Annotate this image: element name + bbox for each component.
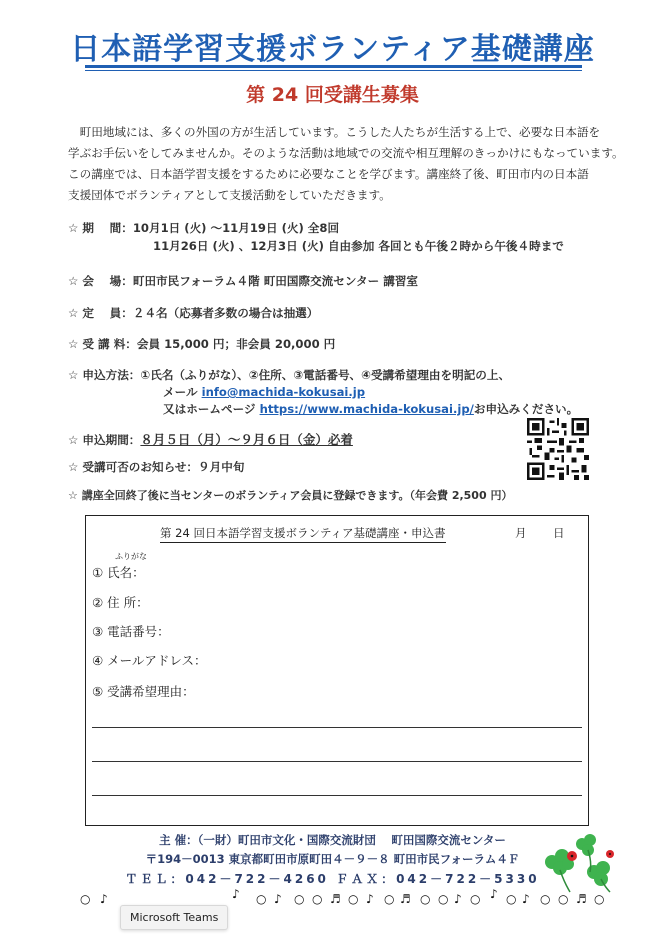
note-decoration: ○ — [294, 892, 305, 906]
venue-row — [68, 273, 418, 289]
fee-value: 会員 15,000 円；非会員 20,000 円 — [136, 337, 336, 351]
form-field-name: ① 氏名： — [92, 565, 145, 580]
fee-row — [68, 336, 335, 352]
registration-note: ☆ 講座全回終了後に当センターのボランティア会員に登録できます。（年会費 2,500 円） — [68, 489, 513, 502]
footer-contact: ＴＥＬ：042－722－4260 ＦＡＸ：042－722－5330 — [125, 872, 540, 886]
note-decoration: ○ — [470, 892, 481, 906]
note-decoration: ○ — [420, 892, 431, 906]
website-link[interactable]: https://www.machida-kokusai.jp/ — [259, 402, 474, 416]
furigana-label: ふりがな — [115, 552, 147, 561]
note-decoration: ○ — [80, 892, 91, 906]
note-decoration: ○ — [506, 892, 517, 906]
apply-line1: ①氏名（ふりがな）、②住所、③電話番号、④受講希望理由を明記の上、 — [140, 368, 511, 382]
form-field-phone: ③ 電話番号： — [92, 624, 170, 639]
apply-mail-row — [163, 384, 365, 400]
form-title: 第 24 回日本語学習支援ボランティア基礎講座・申込書 — [160, 525, 446, 543]
intro-line: 町田地域には、多くの外国の方が生活しています。こうした人たちが生活する上で、必要な日本語を — [68, 125, 601, 139]
venue-label: ☆ 会 場： — [68, 274, 133, 288]
note-decoration: ○ — [348, 892, 359, 906]
note-decoration: ♪ — [366, 892, 374, 906]
form-field-reason: ⑤ 受講希望理由： — [92, 684, 195, 699]
note-decoration: ○ — [384, 892, 395, 906]
footer-organizer: 主 催：（一財）町田市文化・国際交流財団 町田国際交流センター — [159, 833, 506, 847]
reason-line — [92, 727, 582, 728]
note-decoration: ○ — [558, 892, 569, 906]
note-decoration: ♪ — [232, 887, 240, 901]
note-decoration: ○ — [594, 892, 605, 906]
capacity-label: ☆ 定 員： — [68, 306, 133, 320]
qr-code[interactable] — [527, 418, 589, 480]
note-decoration: ♪ — [454, 892, 462, 906]
apply-label: ☆ 申込方法： — [68, 368, 141, 382]
form-field-address: ② 住 所： — [92, 595, 149, 610]
deadline-row — [68, 430, 353, 448]
note-decoration: ♬ — [400, 892, 411, 906]
taskbar-tooltip: Microsoft Teams — [120, 905, 228, 930]
capacity-value: ２４名（応募者多数の場合は抽選） — [132, 306, 319, 320]
note-decoration: ○ — [312, 892, 323, 906]
deadline-label: ☆ 申込期間： — [68, 433, 141, 447]
apply-web-suffix: お申込みください。 — [473, 402, 579, 416]
reason-line — [92, 795, 582, 796]
footer-address: 〒194－0013 東京都町田市原町田４－９－８ 町田市民フォーラム４Ｆ — [145, 852, 520, 866]
venue-value: 町田市民フォーラム４階 町田国際交流センター 講習室 — [132, 274, 419, 288]
capacity-row — [68, 305, 318, 321]
period-line2: 11月26日 (火) 、12月3日 (火) 自由参加 各回とも午後２時から午後４時まで — [153, 239, 564, 253]
note-decoration: ♬ — [330, 892, 341, 906]
note-decoration: ♪ — [490, 887, 498, 901]
period-label: ☆ 期 間： — [68, 221, 133, 235]
apply-web-prefix: 又はホームページ — [163, 402, 260, 416]
application-form — [85, 515, 589, 826]
page-title: 日本語学習支援ボランティア基礎講座 — [70, 32, 595, 67]
fee-label: ☆ 受 講 料： — [68, 337, 137, 351]
notice-label: ☆ 受講可否のお知らせ： — [68, 460, 199, 474]
note-decoration: ○ — [256, 892, 267, 906]
form-field-email: ④ メールアドレス： — [92, 653, 207, 668]
note-decoration: ♬ — [576, 892, 587, 906]
title-underline — [85, 65, 582, 68]
note-decoration: ♪ — [100, 892, 108, 906]
period-line1: 10月1日 (火) ～11月19日 (火) 全8回 — [132, 221, 340, 235]
note-decoration: ♪ — [522, 892, 530, 906]
period-row — [68, 220, 339, 236]
intro-line: 支援団体でボランティアとして支援活動をしていただきます。 — [68, 188, 391, 202]
deadline-value: ８月５日（月）～９月６日（金）必着 — [140, 432, 353, 447]
reason-line — [92, 761, 582, 762]
title-underline-thin — [85, 70, 582, 71]
email-link[interactable]: info@machida-kokusai.jp — [201, 385, 366, 399]
form-day: 日 — [553, 526, 565, 540]
form-month: 月 — [515, 526, 527, 540]
note-decoration: ○ — [540, 892, 551, 906]
intro-line: 学ぶお手伝いをしてみませんか。そのような活動は地域での交流や相互理解のきっかけにもなっています。 — [68, 146, 624, 160]
intro-line: この講座では、日本語学習支援をするために必要なことを学びます。講座終了後、町田市内の日本語 — [68, 167, 589, 181]
note-decoration: ♪ — [274, 892, 282, 906]
page-subtitle: 第 24 回受講生募集 — [246, 84, 419, 106]
clover-ladybug-illustration — [530, 832, 620, 894]
apply-row — [68, 367, 510, 383]
apply-web-row — [163, 401, 578, 417]
note-decoration: ○ — [438, 892, 449, 906]
notice-value: ９月中旬 — [198, 460, 245, 474]
notice-row — [68, 459, 244, 475]
apply-mail-prefix: メール — [163, 385, 202, 399]
